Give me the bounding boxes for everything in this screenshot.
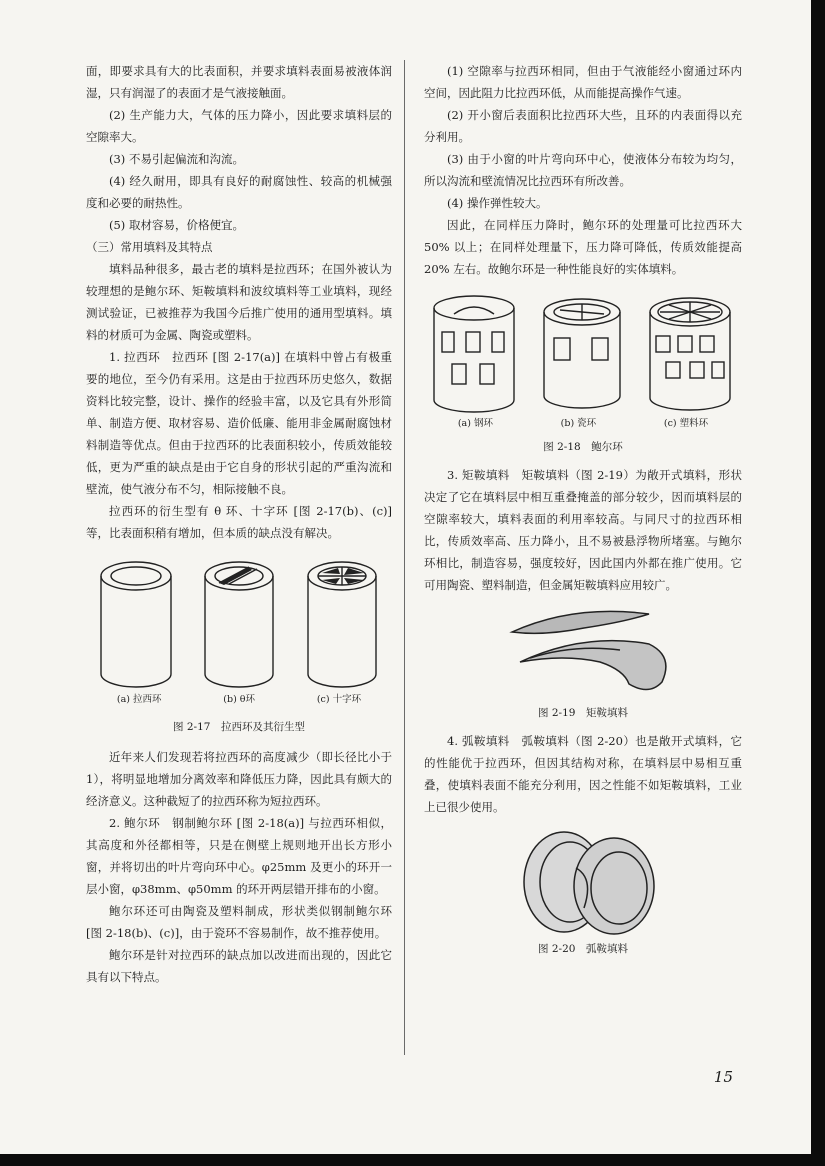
figure-caption: 图 2-17 拉西环及其衍生型 bbox=[173, 721, 305, 733]
figure-2-19 bbox=[424, 604, 742, 722]
paragraph: 因此，在同样压力降时，鲍尔环的处理量可比拉西环大 50% 以上；在同样处理量下，压力降可降低，传质效能提高 20% 左右。故鲍尔环是一种性能良好的实体填料。 bbox=[424, 218, 742, 276]
paragraph: 填料品种很多，最古老的填料是拉西环；在国外被认为较理想的是鲍尔环、矩鞍填料和波纹填料等工业填料，现经测试验证，已被推荐为我国今后推广使用的通用型填料。填料的材质可为金属、陶瓷或塑料。 bbox=[86, 262, 392, 342]
subcaption-a: (a) 拉西环 bbox=[116, 694, 162, 705]
subcaption-a: (a) 钢环 bbox=[457, 418, 493, 429]
subcaption-c: (c) 塑料环 bbox=[663, 418, 709, 429]
scan-edge-bottom bbox=[0, 1154, 825, 1166]
paragraph: 3. 矩鞍填料 矩鞍填料（图 2-19）为敞开式填料，形状决定了它在填料层中相互重叠掩盖的部分较少，因而填料层的空隙率较大，填料表面的利用率较高。与同尺寸的拉西环相比，传质效率高、压力降小，且不易被悬浮物所堵塞。与鲍尔环相比，制造容易，强度较好，因此国内外都在推广使用。它可用陶瓷、塑料制造，但金属矩鞍填料应用较广。 bbox=[424, 468, 742, 592]
paragraph: 1. 拉西环 拉西环 [图 2-17(a)] 在填料中曾占有极重要的地位，至今仍有采用。这是由于拉西环历史悠久，数据资料比较完整，设计、操作的经验丰富，以及它具有外形简单、制造方便、取材容易、造价低廉、能用非金属耐腐蚀材料制造等优点。但由于拉西环的比表面积较小，传质效能较低，更为严重的缺点是由于它自身的形状引起的严重沟流和壁流，使气液分布不匀，相际接触不良。 bbox=[86, 350, 392, 496]
paragraph: 拉西环的衍生型有 θ 环、十字环 [图 2-17(b)、(c)] 等，比表面积稍有增加，但本质的缺点没有解决。 bbox=[86, 504, 392, 540]
list-item: (1) 空隙率与拉西环相同，但由于气液能经小窗通过环内空间，因此阻力比拉西环低，从而能提高操作气速。 bbox=[424, 64, 742, 100]
paragraph: 4. 弧鞍填料 弧鞍填料（图 2-20）也是敞开式填料，它的性能优于拉西环，但因其结构对称，在填料层中易相互重叠，使填料表面不能充分利用，因之性能不如矩鞍填料，工业上已很少使用。 bbox=[424, 734, 742, 814]
right-column bbox=[424, 60, 742, 958]
section-heading: （三）常用填料及其特点 bbox=[86, 240, 213, 254]
steel-pall-ring-icon bbox=[434, 296, 514, 412]
figure-caption: 图 2-20 弧鞍填料 bbox=[538, 943, 628, 955]
left-column bbox=[86, 60, 392, 988]
raschig-rings-illustration bbox=[86, 556, 392, 688]
list-item: (3) 由于小窗的叶片弯向环中心，使液体分布较为均匀，所以沟流和壁流情况比拉西环有所改善。 bbox=[424, 152, 742, 188]
list-item: (4) 经久耐用，即具有良好的耐腐蚀性、较高的机械强度和必要的耐热性。 bbox=[86, 174, 392, 210]
figure-caption: 图 2-18 鲍尔环 bbox=[543, 441, 623, 453]
list-item: (4) 操作弹性较大。 bbox=[447, 196, 548, 210]
pall-rings-illustration bbox=[424, 292, 742, 414]
figure-subcaptions bbox=[424, 416, 742, 432]
figure-2-17 bbox=[86, 556, 392, 736]
cross-ring-icon bbox=[308, 562, 376, 687]
figure-2-18 bbox=[424, 292, 742, 456]
ceramic-pall-ring-icon bbox=[544, 299, 620, 408]
intalox-saddle-illustration bbox=[424, 604, 742, 700]
berl-saddle-illustration bbox=[424, 826, 742, 936]
list-item: (2) 生产能力大，气体的压力降小，因此要求填料层的空隙率大。 bbox=[86, 108, 392, 144]
theta-ring-icon bbox=[205, 562, 273, 687]
figure-caption: 图 2-19 矩鞍填料 bbox=[538, 707, 628, 719]
paragraph: 近年来人们发现若将拉西环的高度减少（即长径比小于 1），将明显地增加分离效率和降低压力降，因此具有颇大的经济意义。这种截短了的拉西环称为短拉西环。 bbox=[86, 750, 392, 808]
subcaption-b: (b) 瓷环 bbox=[560, 418, 597, 429]
plastic-pall-ring-icon bbox=[650, 298, 730, 410]
paragraph: 2. 鲍尔环 钢制鲍尔环 [图 2-18(a)] 与拉西环相似，其高度和外径都相等，只是在侧壁上规则地开出长方形小窗，并将切出的叶片弯向环中心。φ25mm 及更小的环开一层小窗，φ38mm、φ50mm 的环开两层错开排布的小窗。 bbox=[86, 816, 392, 896]
column-divider bbox=[404, 60, 405, 1055]
paragraph: 面，即要求具有大的比表面积，并要求填料表面易被液体润湿，只有润湿了的表面才是气液接触面。 bbox=[86, 64, 392, 100]
figure-subcaptions bbox=[86, 692, 392, 708]
list-item: (3) 不易引起偏流和沟流。 bbox=[109, 152, 244, 166]
paragraph: 鲍尔环还可由陶瓷及塑料制成，形状类似钢制鲍尔环 [图 2-18(b)、(c)]，由于瓷环不容易制作，故不推荐使用。 bbox=[86, 904, 392, 940]
subcaption-c: (c) 十字环 bbox=[316, 694, 362, 705]
list-item: (5) 取材容易，价格便宜。 bbox=[109, 218, 244, 232]
list-item: (2) 开小窗后表面积比拉西环大些，且环的内表面得以充分利用。 bbox=[424, 108, 742, 144]
scan-edge-right bbox=[811, 0, 825, 1166]
raschig-ring-icon bbox=[101, 562, 171, 687]
page-number: 15 bbox=[713, 1068, 733, 1086]
subcaption-b: (b) θ环 bbox=[223, 694, 256, 705]
paragraph: 鲍尔环是针对拉西环的缺点加以改进而出现的，因此它具有以下特点。 bbox=[86, 948, 392, 984]
figure-2-20 bbox=[424, 826, 742, 958]
